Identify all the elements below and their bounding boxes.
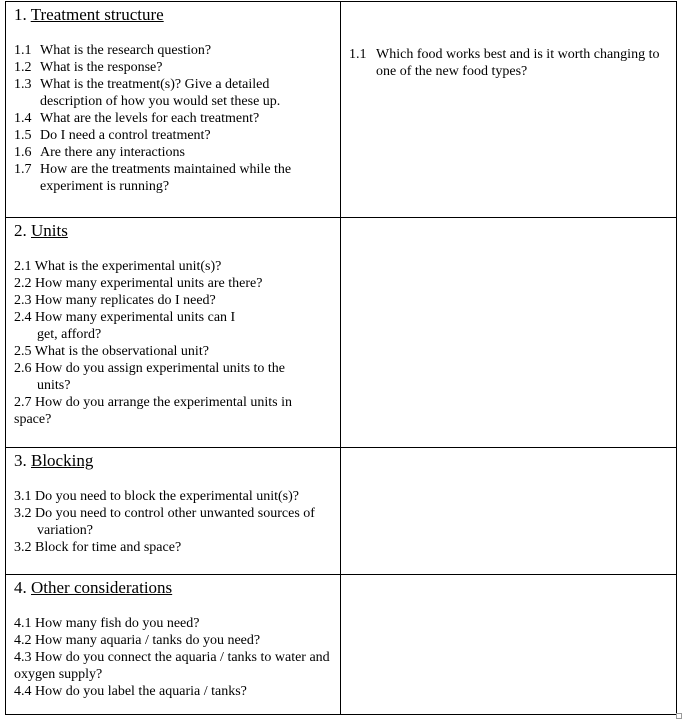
question-item: 1.4 What are the levels for each treatment? (14, 111, 260, 126)
paragraph-mark-icon (676, 713, 682, 719)
question-item: 1.1 What is the research question? (14, 43, 212, 58)
question-item: 4.2 How many aquaria / tanks do you need? (14, 633, 261, 648)
question-item: 1.2 What is the response? (14, 60, 163, 75)
section-title-text: Treatment structure (30, 5, 164, 24)
planning-table (5, 1, 677, 715)
answer-item: 1.1 Which food works best and is it worth changing to one of the new food types? (349, 47, 660, 79)
question-cell (6, 218, 341, 448)
section-title-text: Units (31, 221, 68, 240)
answer-cell (341, 575, 677, 715)
question-item: 4.1 How many fish do you need? (14, 616, 200, 631)
question-list (14, 258, 332, 428)
answer-cell (341, 2, 677, 218)
question-item: 2.1 What is the experimental unit(s)? (14, 259, 222, 274)
question-item: 2.4 How many experimental units can I get, afford? (14, 310, 236, 342)
question-item: 2.6 How do you assign experimental units to the units? (14, 361, 286, 393)
section-title (14, 221, 332, 241)
question-cell (6, 2, 341, 218)
question-item: 2.3 How many replicates do I need? (14, 293, 216, 308)
section-title (14, 578, 332, 598)
section-title-text: Other considerations (31, 578, 173, 597)
section-title (14, 451, 332, 471)
question-cell (6, 448, 341, 575)
question-item: 3.2 Block for time and space? (14, 540, 182, 555)
section-number: 2. (14, 221, 27, 240)
question-item: 1.7 How are the treatments maintained while the experiment is running? (14, 162, 292, 194)
section-title (14, 5, 332, 25)
table-row (6, 2, 677, 218)
table-row (6, 218, 677, 448)
question-list (14, 488, 332, 556)
question-list (14, 615, 332, 700)
section-number: 1. (14, 5, 27, 24)
question-item: 1.3 What is the treatment(s)? Give a detailed description of how you would set these up. (14, 77, 281, 109)
question-item: 2.7 How do you arrange the experimental units in space? (14, 395, 292, 427)
question-item: 3.2 Do you need to control other unwanted sources of variation? (14, 506, 315, 538)
question-item: 1.6 Are there any interactions (14, 145, 185, 160)
section-number: 3. (14, 451, 27, 470)
question-list (14, 42, 332, 195)
answer-cell (341, 218, 677, 448)
question-item: 2.5 What is the observational unit? (14, 344, 209, 359)
question-cell (6, 575, 341, 715)
question-item: 1.5 Do I need a control treatment? (14, 128, 211, 143)
question-item: 3.1 Do you need to block the experimental unit(s)? (14, 489, 299, 504)
section-title-text: Blocking (31, 451, 94, 470)
table-row (6, 448, 677, 575)
answer-cell (341, 448, 677, 575)
question-item: 2.2 How many experimental units are there? (14, 276, 263, 291)
question-item: 4.3 How do you connect the aquaria / tanks to water and oxygen supply? (14, 650, 330, 682)
table-row (6, 575, 677, 715)
section-number: 4. (14, 578, 27, 597)
question-item: 4.4 How do you label the aquaria / tanks? (14, 684, 247, 699)
